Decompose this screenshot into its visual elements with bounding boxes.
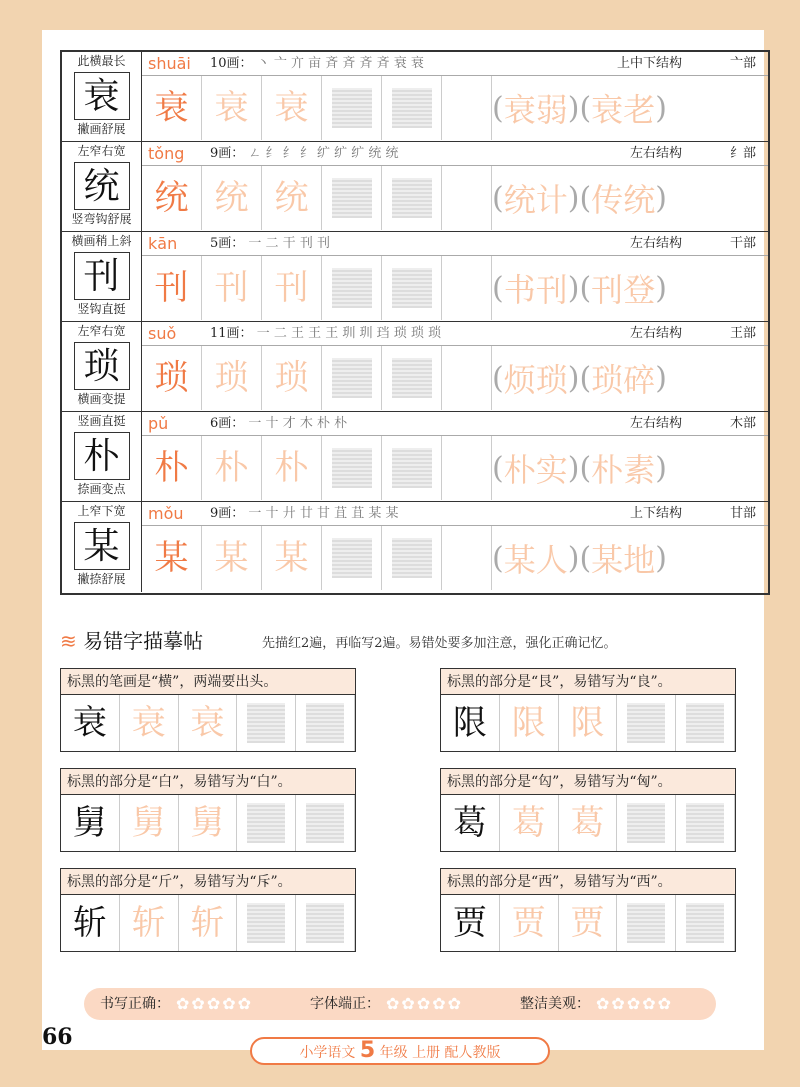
model-character: 朴 — [74, 432, 130, 480]
info-line — [142, 52, 768, 76]
word-practice: ( 朴 实 )( 朴 素 ) — [492, 450, 667, 489]
model-character: 葛 — [441, 795, 500, 851]
structure: 上中下结构 — [616, 56, 682, 71]
practice-cell[interactable]: 衰 — [142, 76, 202, 140]
model-character: 斩 — [61, 895, 120, 951]
box-header: 标黑的部分是“艮”，易错写为“良”。 — [441, 669, 735, 695]
blank-cell — [442, 526, 492, 590]
trace-cell[interactable]: 贾 — [559, 895, 618, 951]
practice-cells — [142, 256, 768, 320]
error-char-box — [60, 768, 356, 852]
model-character: 衰 — [74, 72, 130, 120]
flower-stars-icon[interactable]: ✿✿✿✿✿ — [176, 994, 254, 1013]
practice-cell[interactable]: 朴 — [142, 436, 202, 500]
blank-cell — [442, 256, 492, 320]
structure: 上下结构 — [629, 506, 682, 521]
flower-stars-icon[interactable]: ✿✿✿✿✿ — [386, 994, 464, 1013]
stroke-order: 10画： 丶 亠 亣 亩 斉 斉 斉 斉 衰 衰 — [210, 56, 424, 71]
blank-cell — [442, 436, 492, 500]
blank-cell — [442, 76, 492, 140]
practice-cell[interactable] — [617, 895, 676, 951]
trace-cell[interactable]: 衰 — [179, 695, 238, 751]
trace-cell[interactable]: 舅 — [120, 795, 179, 851]
trace-cell[interactable]: 朴 — [202, 436, 262, 500]
trace-cell[interactable]: 斩 — [120, 895, 179, 951]
error-char-box — [440, 668, 736, 752]
practice-cell[interactable] — [296, 695, 355, 751]
practice-cell[interactable] — [382, 526, 442, 590]
practice-cell[interactable] — [322, 76, 382, 140]
trace-cell[interactable]: 葛 — [559, 795, 618, 851]
rating-label-clean: 整洁美观： — [520, 996, 590, 1012]
tip-bottom: 捺画变点 — [77, 482, 126, 496]
practice-cell[interactable] — [382, 256, 442, 320]
radical: 甘部 — [729, 506, 756, 521]
pinyin: shuāi — [148, 54, 191, 73]
practice-cells — [142, 346, 768, 410]
trace-cell[interactable]: 某 — [202, 526, 262, 590]
practice-cell[interactable] — [296, 895, 355, 951]
stroke-order: 6画： 一 十 才 木 朴 朴 — [210, 416, 348, 431]
pinyin: kān — [148, 234, 178, 253]
practice-cell[interactable] — [322, 256, 382, 320]
info-line — [142, 322, 768, 346]
box-header: 标黑的部分是“匃”，易错写为“匈”。 — [441, 769, 735, 795]
practice-cell[interactable] — [322, 166, 382, 230]
rating-label-correct: 书写正确： — [100, 996, 170, 1012]
char-tip-cell — [62, 142, 142, 231]
practice-cell[interactable] — [322, 526, 382, 590]
model-character: 舅 — [61, 795, 120, 851]
word-practice: ( 书 刊 )( 刊 登 ) — [492, 270, 667, 309]
stroke-order: 5画： 一 二 干 刊 刊 — [210, 236, 330, 251]
practice-cells — [142, 526, 768, 590]
tip-top: 横画稍上斜 — [71, 234, 132, 248]
model-character: 琐 — [74, 342, 130, 390]
tip-bottom: 横画变提 — [77, 392, 126, 406]
character-row — [62, 322, 768, 412]
tip-bottom: 竖钩直挺 — [77, 302, 126, 316]
practice-cell[interactable] — [296, 795, 355, 851]
radical: 干部 — [729, 236, 756, 251]
practice-cell[interactable] — [382, 76, 442, 140]
info-line — [142, 412, 768, 436]
practice-cell[interactable] — [382, 436, 442, 500]
model-character: 衰 — [61, 695, 120, 751]
word-practice: ( 衰 弱 )( 衰 老 ) — [492, 90, 667, 129]
practice-cell[interactable]: 某 — [142, 526, 202, 590]
tip-top: 此横最长 — [77, 54, 126, 68]
info-line — [142, 232, 768, 256]
trace-cell[interactable]: 统 — [202, 166, 262, 230]
word-practice: ( 某 人 )( 某 地 ) — [492, 540, 667, 579]
error-char-box — [60, 668, 356, 752]
practice-cell[interactable]: 统 — [142, 166, 202, 230]
box-header: 标黑的部分是“西”，易错写为“西”。 — [441, 869, 735, 895]
char-tip-cell — [62, 502, 142, 592]
model-character: 限 — [441, 695, 500, 751]
practice-cell[interactable] — [322, 436, 382, 500]
tip-bottom: 竖弯钩舒展 — [71, 212, 132, 226]
trace-cell[interactable]: 衰 — [202, 76, 262, 140]
practice-cell[interactable] — [322, 346, 382, 410]
word-practice: ( 统 计 )( 传 统 ) — [492, 180, 667, 219]
trace-cell[interactable]: 限 — [500, 695, 559, 751]
wave-icon: ≋ — [60, 629, 77, 653]
character-row — [62, 52, 768, 142]
tip-bottom: 撇捺舒展 — [77, 572, 126, 586]
structure: 左右结构 — [629, 416, 682, 431]
error-char-box — [60, 868, 356, 952]
practice-cell[interactable]: 刊 — [142, 256, 202, 320]
practice-cells — [142, 166, 768, 230]
character-grid-table — [60, 50, 770, 595]
structure: 左右结构 — [629, 326, 682, 341]
trace-cell[interactable]: 刊 — [202, 256, 262, 320]
tip-bottom: 撇画舒展 — [77, 122, 126, 136]
trace-cell[interactable]: 葛 — [500, 795, 559, 851]
character-row — [62, 412, 768, 502]
radical: 王部 — [729, 326, 756, 341]
trace-cell[interactable]: 衰 — [120, 695, 179, 751]
structure: 左右结构 — [629, 146, 682, 161]
trace-cell[interactable]: 刊 — [262, 256, 322, 320]
practice-cell[interactable] — [617, 695, 676, 751]
practice-cell[interactable] — [237, 795, 296, 851]
info-line — [142, 502, 768, 526]
char-tip-cell — [62, 52, 142, 141]
blank-cell — [442, 166, 492, 230]
tip-top: 上窄下宽 — [77, 504, 126, 518]
practice-cells — [142, 76, 768, 140]
practice-cell[interactable] — [676, 895, 735, 951]
word-practice: ( 烦 琐 )( 琐 碎 ) — [492, 360, 667, 399]
rating-label-neat: 字体端正： — [310, 996, 380, 1012]
trace-cell[interactable]: 琐 — [262, 346, 322, 410]
radical: 亠部 — [729, 56, 756, 71]
radical: 纟部 — [729, 146, 756, 161]
trace-cell[interactable]: 限 — [559, 695, 618, 751]
info-line — [142, 142, 768, 166]
trace-cell[interactable]: 衰 — [262, 76, 322, 140]
error-char-box — [440, 768, 736, 852]
model-character: 某 — [74, 522, 130, 570]
trace-cell[interactable]: 某 — [262, 526, 322, 590]
trace-cell[interactable]: 朴 — [262, 436, 322, 500]
practice-cell[interactable]: 琐 — [142, 346, 202, 410]
char-tip-cell — [62, 232, 142, 321]
tip-top: 左窄右宽 — [77, 144, 126, 158]
pinyin: mǒu — [148, 504, 184, 523]
rating-bar — [84, 988, 716, 1020]
tip-top: 左窄右宽 — [77, 324, 126, 338]
blank-cell — [442, 346, 492, 410]
pinyin: suǒ — [148, 324, 177, 343]
box-header: 标黑的笔画是“横”，两端要出头。 — [61, 669, 355, 695]
character-row — [62, 502, 768, 592]
box-header: 标黑的部分是“白”，易错写为“白”。 — [61, 769, 355, 795]
trace-cell[interactable]: 舅 — [179, 795, 238, 851]
trace-cell[interactable]: 贾 — [500, 895, 559, 951]
model-character: 贾 — [441, 895, 500, 951]
flower-stars-icon[interactable]: ✿✿✿✿✿ — [596, 994, 674, 1013]
practice-cells — [142, 436, 768, 500]
practice-cell[interactable] — [382, 166, 442, 230]
radical: 木部 — [729, 416, 756, 431]
trace-cell[interactable]: 斩 — [179, 895, 238, 951]
pinyin: tǒng — [148, 144, 185, 163]
character-row — [62, 142, 768, 232]
box-header: 标黑的部分是“斤”，易错写为“斥”。 — [61, 869, 355, 895]
section-subtitle: 先描红2遍，再临写2遍。易错处要多加注意，强化正确记忆。 — [262, 636, 617, 651]
model-character: 统 — [74, 162, 130, 210]
char-tip-cell — [62, 322, 142, 411]
stroke-order: 9画： 一 十 廾 廿 甘 苴 苴 某 某 — [210, 506, 399, 521]
stroke-order: 9画： ㄥ 纟 纟 纟 纩 纩 纩 统 统 — [210, 146, 399, 161]
section-title: ≋ 易错字描摹帖 — [60, 629, 204, 653]
practice-cell[interactable] — [237, 695, 296, 751]
tip-top: 竖画直挺 — [77, 414, 126, 428]
practice-cell[interactable] — [676, 795, 735, 851]
trace-cell[interactable]: 统 — [262, 166, 322, 230]
practice-cell[interactable] — [617, 795, 676, 851]
error-char-box — [440, 868, 736, 952]
practice-cell[interactable] — [676, 695, 735, 751]
practice-cell[interactable] — [237, 895, 296, 951]
character-row — [62, 232, 768, 322]
page-number: 66 — [42, 1024, 73, 1050]
practice-cell[interactable] — [382, 346, 442, 410]
footer-badge: 小学语文 5 年级 上册 配人教版 — [250, 1037, 550, 1065]
model-character: 刊 — [74, 252, 130, 300]
structure: 左右结构 — [629, 236, 682, 251]
pinyin: pǔ — [148, 414, 169, 433]
stroke-order: 11画： 一 二 王 王 王 玔 玔 珰 琐 琐 琐 — [210, 326, 442, 341]
char-tip-cell — [62, 412, 142, 501]
trace-cell[interactable]: 琐 — [202, 346, 262, 410]
